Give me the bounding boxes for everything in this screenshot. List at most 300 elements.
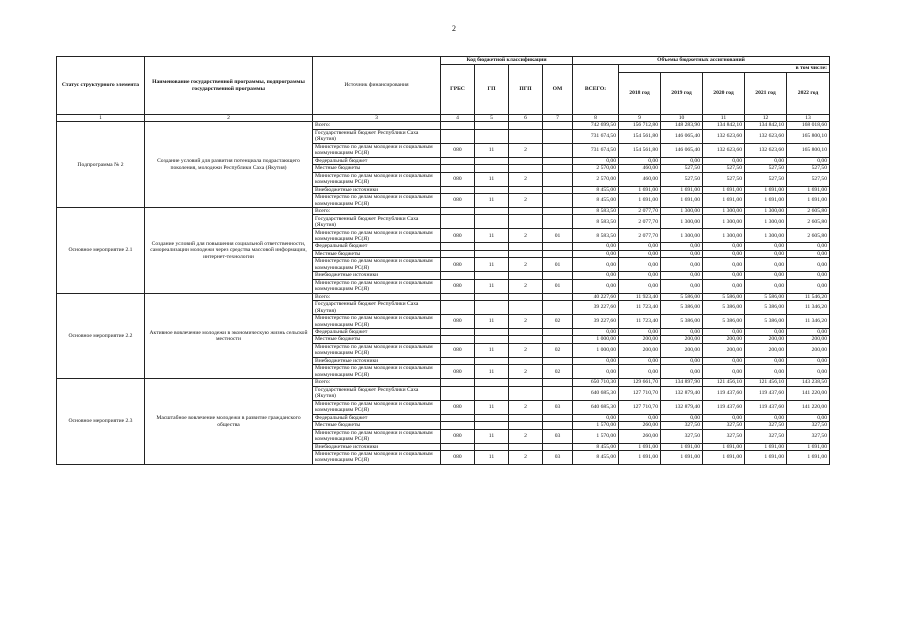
amount-cell: 146 065,40 — [661, 143, 703, 157]
amount-cell: 141 220,00 — [787, 400, 830, 414]
amount-cell: 132 623,60 — [745, 129, 787, 143]
amount-cell: 119 437,60 — [745, 386, 787, 400]
financing-source: Федеральный бюджет — [313, 414, 441, 421]
program-name: Создание условий для развития потенциала подрастающего поколения, молодежи Республики Саха (Якутия) — [145, 122, 313, 208]
amount-cell: 1 691,00 — [745, 443, 787, 450]
colnum: 9 — [619, 115, 661, 122]
colnum: 13 — [787, 115, 830, 122]
amount-cell: 742 699,50 — [573, 122, 619, 129]
amount-cell: 132 879,40 — [661, 386, 703, 400]
amount-cell: 132 879,40 — [661, 400, 703, 414]
amount-cell: 0,00 — [787, 279, 830, 293]
amount-cell: 0,00 — [745, 357, 787, 364]
amount-cell: 0,00 — [787, 258, 830, 272]
amount-cell: 0,00 — [745, 414, 787, 421]
budget-code-cell — [475, 215, 509, 229]
budget-code-cell — [475, 422, 509, 429]
amount-cell: 5 386,00 — [661, 315, 703, 329]
amount-cell: 1 570,00 — [573, 429, 619, 443]
amount-cell: 119 437,60 — [745, 400, 787, 414]
budget-code-cell: 2 — [509, 400, 543, 414]
budget-code-cell — [509, 443, 543, 450]
budget-code-cell: 080 — [441, 172, 475, 186]
budget-code-cell — [509, 379, 543, 386]
financing-source: Федеральный бюджет — [313, 157, 441, 164]
amount-cell: 527,50 — [787, 172, 830, 186]
amount-cell: 1 691,00 — [619, 186, 661, 193]
amount-cell: 0,00 — [619, 250, 661, 257]
budget-code-cell — [475, 386, 509, 400]
amount-cell: 0,00 — [787, 357, 830, 364]
amount-cell: 527,50 — [703, 172, 745, 186]
budget-code-cell — [543, 172, 573, 186]
budget-code-cell: 03 — [543, 450, 573, 464]
budget-code-cell: 080 — [441, 143, 475, 157]
budget-code-cell — [475, 414, 509, 421]
amount-cell: 5 386,00 — [703, 315, 745, 329]
amount-cell: 327,50 — [745, 429, 787, 443]
amount-cell: 1 691,00 — [703, 194, 745, 208]
amount-cell: 8 455,00 — [573, 450, 619, 464]
amount-cell: 260,00 — [619, 422, 661, 429]
budget-code-cell — [475, 336, 509, 343]
financing-source: Министерство по делам молодежи и социальным коммуникациям РС(Я) — [313, 229, 441, 243]
amount-cell: 527,50 — [661, 172, 703, 186]
budget-code-cell: 2 — [509, 343, 543, 357]
colnum: 6 — [509, 115, 543, 122]
amount-cell: 0,00 — [619, 329, 661, 336]
amount-cell: 0,00 — [661, 357, 703, 364]
budget-code-cell — [543, 250, 573, 257]
amount-cell: 0,00 — [703, 329, 745, 336]
amount-cell: 200,00 — [619, 343, 661, 357]
budget-code-cell: 2 — [509, 315, 543, 329]
structural-element-status: Основное мероприятие 2.2 — [57, 293, 145, 379]
colnum: 4 — [441, 115, 475, 122]
amount-cell: 141 220,00 — [787, 386, 830, 400]
colnum: 7 — [543, 115, 573, 122]
amount-cell: 0,00 — [619, 258, 661, 272]
structural-element-status: Подпрограмма № 2 — [57, 122, 145, 208]
budget-code-cell — [543, 215, 573, 229]
amount-cell: 2 077,70 — [619, 229, 661, 243]
amount-cell: 0,00 — [745, 243, 787, 250]
amount-cell: 327,50 — [661, 429, 703, 443]
budget-code-cell — [441, 157, 475, 164]
amount-cell: 1 300,00 — [745, 208, 787, 215]
budget-code-cell: 2 — [509, 143, 543, 157]
header-name: Наименование государственной программы, подпрограммы государственной программы — [145, 57, 313, 115]
amount-cell: 1 300,00 — [661, 215, 703, 229]
amount-cell: 11 346,20 — [787, 301, 830, 315]
amount-cell: 132 623,60 — [745, 143, 787, 157]
financing-source: Министерство по делам молодежи и социальным коммуникациям РС(Я) — [313, 343, 441, 357]
header-om: ОМ — [543, 65, 573, 115]
amount-cell: 8 583,50 — [573, 208, 619, 215]
amount-cell: 0,00 — [573, 329, 619, 336]
amount-cell: 200,00 — [703, 343, 745, 357]
budget-code-cell: 080 — [441, 450, 475, 464]
budget-code-cell: 080 — [441, 400, 475, 414]
budget-code-cell: 2 — [509, 172, 543, 186]
financing-source: Местные бюджеты — [313, 250, 441, 257]
budget-code-cell — [509, 250, 543, 257]
amount-cell: 39 227,60 — [573, 301, 619, 315]
table-row — [57, 379, 830, 386]
header-gp: ГП — [475, 65, 509, 115]
amount-cell: 0,00 — [745, 279, 787, 293]
amount-cell: 0,00 — [619, 243, 661, 250]
header-status: Статус структурного элемента — [57, 57, 145, 115]
amount-cell: 1 691,00 — [661, 194, 703, 208]
amount-cell: 0,00 — [787, 329, 830, 336]
budget-code-cell: 11 — [475, 450, 509, 464]
amount-cell: 1 000,00 — [573, 336, 619, 343]
amount-cell: 40 227,60 — [573, 293, 619, 300]
budget-code-cell: 11 — [475, 172, 509, 186]
amount-cell: 0,00 — [573, 414, 619, 421]
budget-code-cell: 11 — [475, 315, 509, 329]
amount-cell: 134 842,10 — [745, 122, 787, 129]
program-name: Активное вовлечение молодежи в экономическую жизнь сельской местности — [145, 293, 313, 379]
budget-code-cell: 01 — [543, 279, 573, 293]
budget-code-cell — [509, 208, 543, 215]
amount-cell: 1 691,00 — [703, 186, 745, 193]
budget-code-cell — [509, 422, 543, 429]
amount-cell: 0,00 — [745, 258, 787, 272]
amount-cell: 1 691,00 — [787, 194, 830, 208]
financing-source: Внебюджетные источники — [313, 357, 441, 364]
amount-cell: 1 691,00 — [703, 443, 745, 450]
amount-cell: 2 077,70 — [619, 208, 661, 215]
budget-code-cell: 11 — [475, 429, 509, 443]
financing-source: Внебюджетные источники — [313, 186, 441, 193]
amount-cell: 1 300,00 — [661, 208, 703, 215]
header-2018: 2018 год — [619, 73, 661, 115]
amount-cell: 154 561,80 — [619, 129, 661, 143]
amount-cell: 200,00 — [661, 343, 703, 357]
amount-cell: 148 283,90 — [661, 122, 703, 129]
amount-cell: 460,00 — [619, 172, 661, 186]
amount-cell: 1 691,00 — [745, 194, 787, 208]
header-incl: в том числе: — [619, 65, 830, 73]
amount-cell: 260,00 — [619, 429, 661, 443]
financing-source: Местные бюджеты — [313, 165, 441, 172]
budget-code-cell: 11 — [475, 229, 509, 243]
budget-code-cell: 080 — [441, 365, 475, 379]
budget-code-cell — [475, 129, 509, 143]
budget-code-cell: 03 — [543, 400, 573, 414]
financing-source: Государственный бюджет Республики Саха (Якутия) — [313, 301, 441, 315]
budget-code-cell — [475, 293, 509, 300]
amount-cell: 731 674,50 — [573, 143, 619, 157]
budget-code-cell: 080 — [441, 315, 475, 329]
table-row — [57, 122, 830, 129]
budget-code-cell — [509, 122, 543, 129]
budget-code-cell — [543, 422, 573, 429]
amount-cell: 0,00 — [619, 365, 661, 379]
budget-code-cell — [475, 272, 509, 279]
amount-cell: 154 561,80 — [619, 143, 661, 157]
amount-cell: 0,00 — [619, 357, 661, 364]
colnum: 10 — [661, 115, 703, 122]
budget-code-cell — [509, 386, 543, 400]
budget-code-cell: 080 — [441, 343, 475, 357]
amount-cell: 0,00 — [787, 243, 830, 250]
budget-code-cell: 2 — [509, 429, 543, 443]
budget-code-cell — [441, 165, 475, 172]
budget-code-cell — [543, 357, 573, 364]
amount-cell: 127 710,70 — [619, 400, 661, 414]
budget-code-cell — [475, 301, 509, 315]
amount-cell: 11 923,40 — [619, 293, 661, 300]
budget-code-cell: 02 — [543, 315, 573, 329]
amount-cell: 119 437,60 — [703, 386, 745, 400]
amount-cell: 0,00 — [661, 250, 703, 257]
budget-code-cell — [543, 293, 573, 300]
amount-cell: 8 583,50 — [573, 215, 619, 229]
amount-cell: 460,00 — [619, 165, 661, 172]
amount-cell: 5 386,00 — [745, 315, 787, 329]
amount-cell: 1 300,00 — [703, 229, 745, 243]
amount-cell: 2 605,80 — [787, 229, 830, 243]
amount-cell: 1 691,00 — [619, 194, 661, 208]
financing-source: Министерство по делам молодежи и социальным коммуникациям РС(Я) — [313, 279, 441, 293]
budget-code-cell: 2 — [509, 365, 543, 379]
budget-code-cell: 2 — [509, 279, 543, 293]
amount-cell: 1 300,00 — [745, 229, 787, 243]
amount-cell: 0,00 — [661, 272, 703, 279]
budget-code-cell: 11 — [475, 343, 509, 357]
amount-cell: 0,00 — [787, 272, 830, 279]
amount-cell: 327,50 — [661, 422, 703, 429]
budget-code-cell — [543, 336, 573, 343]
table-header — [57, 57, 830, 122]
amount-cell: 527,50 — [661, 165, 703, 172]
financing-source: Федеральный бюджет — [313, 243, 441, 250]
header-total: ВСЕГО: — [573, 65, 619, 115]
amount-cell: 0,00 — [745, 329, 787, 336]
budget-code-cell — [475, 357, 509, 364]
amount-cell: 129 661,70 — [619, 379, 661, 386]
budget-code-cell — [441, 215, 475, 229]
budget-code-cell: 080 — [441, 194, 475, 208]
amount-cell: 156 712,80 — [619, 122, 661, 129]
budget-code-cell — [509, 129, 543, 143]
budget-code-cell — [441, 208, 475, 215]
budget-code-cell — [543, 329, 573, 336]
budget-code-cell — [543, 414, 573, 421]
table-body — [57, 122, 830, 465]
amount-cell: 11 723,40 — [619, 301, 661, 315]
amount-cell: 640 685,30 — [573, 400, 619, 414]
amount-cell: 0,00 — [573, 272, 619, 279]
amount-cell: 121 456,10 — [745, 379, 787, 386]
amount-cell: 1 570,00 — [573, 422, 619, 429]
amount-cell: 2 570,00 — [573, 172, 619, 186]
budget-code-cell — [441, 336, 475, 343]
amount-cell: 0,00 — [745, 365, 787, 379]
financing-source: Министерство по делам молодежи и социальным коммуникациям РС(Я) — [313, 400, 441, 414]
budget-code-cell — [441, 293, 475, 300]
financing-source: Государственный бюджет Республики Саха (Якутия) — [313, 386, 441, 400]
budget-code-cell — [543, 157, 573, 164]
amount-cell: 0,00 — [573, 258, 619, 272]
budget-code-cell — [441, 329, 475, 336]
amount-cell: 1 691,00 — [661, 443, 703, 450]
financing-source: Внебюджетные источники — [313, 443, 441, 450]
financing-source: Министерство по делам молодежи и социальным коммуникациям РС(Я) — [313, 429, 441, 443]
budget-code-cell: 02 — [543, 365, 573, 379]
amount-cell: 327,50 — [787, 429, 830, 443]
amount-cell: 200,00 — [787, 343, 830, 357]
budget-code-cell — [441, 186, 475, 193]
amount-cell: 0,00 — [619, 157, 661, 164]
amount-cell: 5 386,00 — [661, 301, 703, 315]
budget-code-cell — [509, 186, 543, 193]
financing-source: Местные бюджеты — [313, 336, 441, 343]
amount-cell: 0,00 — [745, 157, 787, 164]
amount-cell: 200,00 — [787, 336, 830, 343]
program-name: Масштабное вовлечение молодежи в развитие гражданского общества — [145, 379, 313, 465]
budget-code-cell — [543, 194, 573, 208]
amount-cell: 5 586,00 — [745, 293, 787, 300]
budget-code-cell: 01 — [543, 258, 573, 272]
budget-code-cell — [441, 250, 475, 257]
amount-cell: 168 018,60 — [787, 122, 830, 129]
budget-code-cell — [509, 293, 543, 300]
budget-code-cell — [475, 329, 509, 336]
amount-cell: 200,00 — [703, 336, 745, 343]
amount-cell: 1 300,00 — [745, 215, 787, 229]
financing-source: Всего: — [313, 208, 441, 215]
budget-code-cell — [441, 386, 475, 400]
budget-code-cell: 2 — [509, 194, 543, 208]
amount-cell: 2 605,80 — [787, 208, 830, 215]
amount-cell: 1 691,00 — [787, 443, 830, 450]
financing-source: Министерство по делам молодежи и социальным коммуникациям РС(Я) — [313, 450, 441, 464]
financing-source: Всего: — [313, 293, 441, 300]
amount-cell: 1 000,00 — [573, 343, 619, 357]
amount-cell: 2 605,80 — [787, 215, 830, 229]
amount-cell: 1 691,00 — [745, 186, 787, 193]
budget-code-cell — [543, 186, 573, 193]
budget-code-cell — [475, 379, 509, 386]
budget-code-cell — [543, 386, 573, 400]
financing-source: Государственный бюджет Республики Саха (Якутия) — [313, 129, 441, 143]
financing-source: Министерство по делам молодежи и социальным коммуникациям РС(Я) — [313, 194, 441, 208]
budget-code-cell — [509, 336, 543, 343]
amount-cell: 0,00 — [573, 250, 619, 257]
budget-code-cell — [543, 243, 573, 250]
financing-source: Государственный бюджет Республики Саха (Якутия) — [313, 215, 441, 229]
financing-source: Министерство по делам молодежи и социальным коммуникациям РС(Я) — [313, 172, 441, 186]
amount-cell: 39 227,60 — [573, 315, 619, 329]
budget-code-cell: 080 — [441, 279, 475, 293]
amount-cell: 0,00 — [661, 414, 703, 421]
budget-code-cell — [475, 122, 509, 129]
amount-cell: 0,00 — [703, 243, 745, 250]
budget-code-cell — [441, 379, 475, 386]
budget-code-cell — [543, 208, 573, 215]
budget-code-cell — [509, 215, 543, 229]
colnum: 3 — [313, 115, 441, 122]
amount-cell: 0,00 — [745, 272, 787, 279]
budget-code-cell: 03 — [543, 429, 573, 443]
budget-code-cell — [543, 301, 573, 315]
amount-cell: 2 570,00 — [573, 165, 619, 172]
budget-code-cell — [475, 165, 509, 172]
page-number: 2 — [452, 24, 456, 33]
amount-cell: 127 710,70 — [619, 386, 661, 400]
budget-code-cell — [441, 301, 475, 315]
budget-code-cell: 2 — [509, 229, 543, 243]
amount-cell: 527,50 — [745, 165, 787, 172]
colnum: 1 — [57, 115, 145, 122]
budget-code-cell — [475, 243, 509, 250]
budget-code-cell — [543, 129, 573, 143]
amount-cell: 0,00 — [619, 279, 661, 293]
amount-cell: 327,50 — [703, 429, 745, 443]
budget-code-cell: 080 — [441, 229, 475, 243]
budget-code-cell — [475, 208, 509, 215]
colnum: 2 — [145, 115, 313, 122]
amount-cell: 0,00 — [661, 329, 703, 336]
budget-code-cell: 080 — [441, 429, 475, 443]
amount-cell: 0,00 — [661, 157, 703, 164]
financing-source: Местные бюджеты — [313, 422, 441, 429]
budget-code-cell — [441, 422, 475, 429]
header-grbs: ГРБС — [441, 65, 475, 115]
amount-cell: 1 300,00 — [661, 229, 703, 243]
amount-cell: 200,00 — [745, 343, 787, 357]
amount-cell: 0,00 — [703, 272, 745, 279]
budget-code-cell — [441, 243, 475, 250]
amount-cell: 134 842,10 — [703, 122, 745, 129]
amount-cell: 0,00 — [787, 414, 830, 421]
amount-cell: 0,00 — [573, 357, 619, 364]
budget-code-cell: 01 — [543, 229, 573, 243]
amount-cell: 0,00 — [787, 250, 830, 257]
amount-cell: 0,00 — [619, 272, 661, 279]
amount-cell: 200,00 — [619, 336, 661, 343]
amount-cell: 1 691,00 — [661, 450, 703, 464]
budget-code-cell — [441, 122, 475, 129]
column-numbers-row — [57, 115, 830, 122]
budget-code-cell — [509, 243, 543, 250]
budget-code-cell — [509, 414, 543, 421]
amount-cell: 1 691,00 — [787, 450, 830, 464]
amount-cell: 0,00 — [703, 250, 745, 257]
financing-source: Всего: — [313, 379, 441, 386]
colnum: 11 — [703, 115, 745, 122]
amount-cell: 0,00 — [573, 157, 619, 164]
amount-cell: 0,00 — [703, 258, 745, 272]
amount-cell: 2 077,70 — [619, 215, 661, 229]
amount-cell: 650 710,30 — [573, 379, 619, 386]
budget-code-cell — [441, 357, 475, 364]
header-volume-group: Объемы бюджетных ассигнований — [573, 57, 830, 65]
budget-code-cell — [475, 186, 509, 193]
amount-cell: 146 065,40 — [661, 129, 703, 143]
budget-code-cell: 02 — [543, 343, 573, 357]
financing-source: Внебюджетные источники — [313, 272, 441, 279]
amount-cell: 527,50 — [703, 165, 745, 172]
budget-code-cell — [475, 157, 509, 164]
financing-source: Всего: — [313, 122, 441, 129]
amount-cell: 0,00 — [573, 243, 619, 250]
financing-source: Министерство по делам молодежи и социальным коммуникациям РС(Я) — [313, 365, 441, 379]
